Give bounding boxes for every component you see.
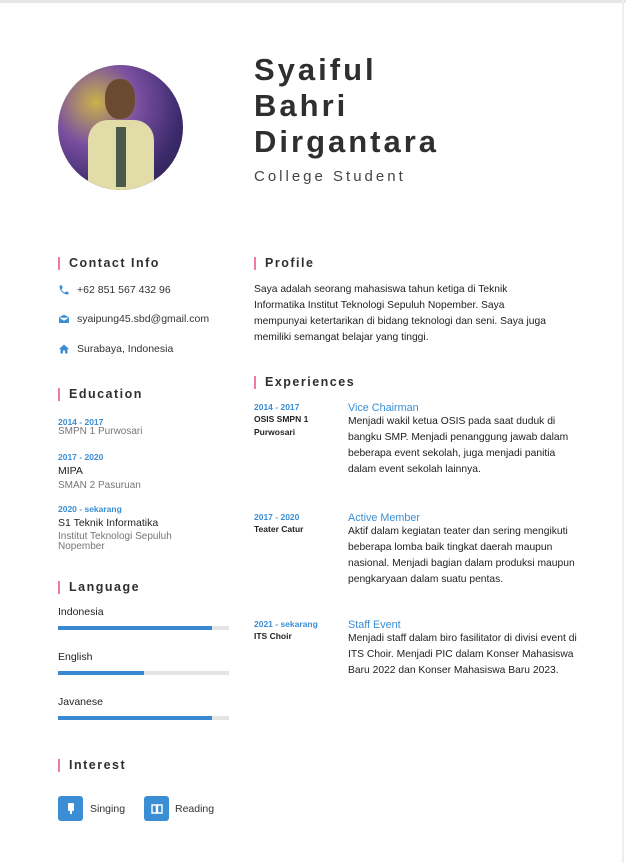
experience-org: OSIS SMPN 1 Purwosari [254, 414, 309, 437]
profile-photo [58, 65, 183, 190]
language-level-fill [58, 671, 144, 675]
experience-role: Vice Chairman [348, 402, 419, 414]
experience-years: 2014 - 2017 [254, 402, 300, 412]
experience-description: Aktif dalam kegiatan teater dan sering mengikuti beberapa lomba baik tingkat daerah maupun nasional. Menjadi bagian dalam produksi maupun pengkaryaan dalam suatu pentas. [348, 526, 575, 585]
education-school: SMPN 1 Purwosari [58, 426, 143, 437]
interest-item [58, 796, 125, 821]
interest-label: Reading [175, 802, 215, 815]
book-icon [144, 796, 169, 821]
experience-org: Teater Catur [254, 524, 304, 534]
interest-heading: Interest [58, 759, 126, 772]
name-line: Bahri [254, 88, 349, 123]
interest-item [144, 796, 214, 821]
education-item [58, 452, 141, 491]
address-text: Surabaya, Indonesia [77, 343, 174, 355]
home-icon [58, 343, 70, 355]
education-years: 2014 - 2017 [58, 417, 104, 427]
education-years: 2017 - 2020 [58, 452, 104, 462]
language-item [58, 606, 229, 630]
phone-text: +62 851 567 432 96 [77, 284, 171, 296]
contact-phone [58, 284, 171, 296]
profile-heading: Profile [254, 257, 314, 270]
experience-role: Staff Event [348, 619, 401, 631]
profile-text: Saya adalah seorang mahasiswa tahun ketiga di Teknik Informatika Institut Teknologi Sepuluh Nopember. Saya mempunyai ketertarikan di bidang teknologi dan seni. Saya juga memiliki semangat belajar yang tinggi. [254, 284, 546, 343]
phone-icon [58, 284, 70, 296]
language-name: Javanese [58, 696, 103, 708]
contact-heading: Contact Info [58, 257, 160, 270]
microphone-icon [58, 796, 83, 821]
top-border [0, 0, 626, 3]
job-title: College Student [254, 168, 406, 185]
name-line: Dirgantara [254, 124, 440, 159]
name-line: Syaiful [254, 52, 377, 87]
experiences-heading: Experiences [254, 376, 355, 389]
education-school: Institut Teknologi Sepuluh Nopember [58, 531, 172, 552]
language-name: Indonesia [58, 606, 104, 618]
language-item [58, 696, 229, 720]
interest-label: Singing [90, 802, 126, 815]
education-heading: Education [58, 388, 143, 401]
education-years: 2020 - sekarang [58, 504, 122, 514]
experience-description: Menjadi wakil ketua OSIS pada saat duduk di bangku SMP. Menjadi penanggung jawab dalam beberapa event sekolah, juga menjadi panitia dalam event sekolah lainnya. [348, 416, 569, 475]
education-item [58, 417, 142, 437]
language-level-bar [58, 626, 229, 630]
language-name: English [58, 651, 93, 663]
education-degree: S1 Teknik Informatika [58, 517, 159, 529]
experience-years: 2017 - 2020 [254, 512, 300, 522]
contact-address [58, 343, 173, 355]
experience-description: Menjadi staff dalam biro fasilitator di divisi event di ITS Choir. Menjadi PIC dalam Konser Mahasiswa Baru 2022 dan Konser Mahasiswa Baru 2023. [348, 633, 577, 676]
education-degree: MIPA [58, 465, 83, 477]
education-item [58, 504, 208, 552]
experience-role: Active Member [348, 512, 420, 524]
language-heading: Language [58, 581, 140, 594]
experience-years: 2021 - sekarang [254, 619, 318, 629]
language-level-bar [58, 671, 229, 675]
page-edge [622, 0, 624, 863]
experience-org: ITS Choir [254, 631, 292, 641]
envelope-icon [58, 313, 70, 325]
email-text: syaipung45.sbd@gmail.com [77, 313, 210, 325]
language-item [58, 651, 229, 675]
language-level-bar [58, 716, 229, 720]
language-level-fill [58, 626, 212, 630]
language-level-fill [58, 716, 212, 720]
full-name [254, 52, 614, 160]
education-school: SMAN 2 Pasuruan [58, 480, 141, 491]
contact-email [58, 313, 209, 325]
